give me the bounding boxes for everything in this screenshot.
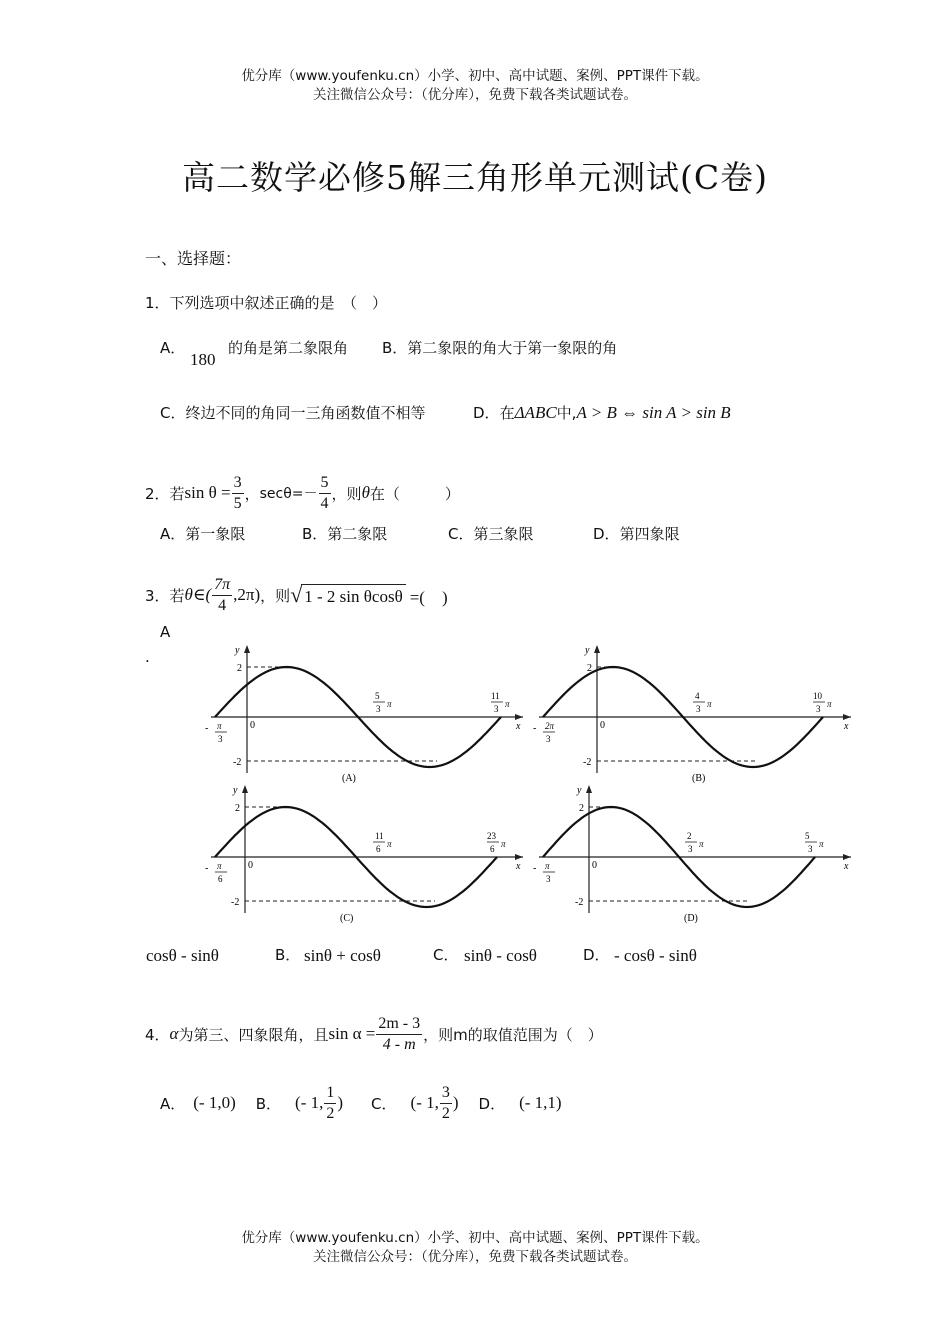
q4-c-label: C． <box>371 1094 397 1113</box>
q3-option-a-text: cosθ - sinθ <box>146 946 219 965</box>
graph-d-y-label: y <box>577 785 582 796</box>
graph-d-mid-pi: π <box>699 839 704 849</box>
q2-f2-den: 4 <box>320 494 329 512</box>
graph-a-top-label: 2 <box>237 663 242 674</box>
q2-fraction-2 <box>319 475 331 512</box>
graph-d-x-arrow-icon <box>843 854 851 860</box>
page-title: 高二数学必修5解三角形单元测试(C卷) <box>182 158 768 197</box>
graph-a-zero-label: 0 <box>250 720 255 731</box>
q2-option-b <box>302 523 387 544</box>
q2-theta: θ <box>361 483 370 502</box>
q4-alpha: α <box>169 1024 179 1043</box>
q3-f-den: 4 <box>218 596 227 614</box>
graph-a-y-arrow-icon <box>244 645 250 653</box>
graph-a-x-label: x <box>516 721 521 732</box>
graph-d-top-label: 2 <box>579 803 584 814</box>
graph-d-right-pi: π <box>819 839 824 849</box>
graph-b-left-den: 3 <box>546 734 551 744</box>
q1-option-b <box>382 337 617 358</box>
q1-c-label: C． <box>160 404 186 422</box>
q4-fraction <box>376 1016 422 1053</box>
q3-d-label: D． <box>583 946 610 964</box>
graph-a-left-minus: - <box>205 723 209 734</box>
graph-d-left-minus: - <box>533 863 537 874</box>
graph-b-right-num: 10 <box>813 691 822 701</box>
q4-f-num: 2m - 3 <box>376 1016 422 1035</box>
q2-f1-num: 3 <box>232 475 244 494</box>
graph-a-right-pi: π <box>505 699 510 709</box>
graph-a-right-den: 3 <box>494 704 499 714</box>
q4-b-post: ) <box>337 1093 344 1112</box>
q3-a-dot: . <box>145 648 150 666</box>
graph-c-right-den: 6 <box>490 844 495 854</box>
q2-sep: ， <box>244 484 260 503</box>
q4-sin: sin α = <box>328 1024 376 1043</box>
q2-f2-num: 5 <box>319 475 331 494</box>
q1-option-a <box>160 337 185 358</box>
q1-d-triangle: ΔABC <box>514 403 557 422</box>
graph-c-top-label: 2 <box>235 803 240 814</box>
graph-c-caption: (C) <box>340 913 354 924</box>
q2-d-text: 第四象限 <box>619 525 680 543</box>
q1-c-text: 终边不同的角同一三角函数值不相等 <box>185 404 426 422</box>
q3-a-label: A <box>160 623 171 641</box>
q3-b-label: B． <box>275 946 301 964</box>
graph-d-mid-den: 3 <box>688 844 693 854</box>
q3-then: ，则 <box>260 586 291 605</box>
graph-b-left-num: 2π <box>545 721 555 731</box>
q4-b-den: 2 <box>326 1104 335 1122</box>
graph-a-x-arrow-icon <box>515 714 523 720</box>
q2-then: ，则 <box>331 484 362 503</box>
sine-graphs-figure <box>205 633 865 933</box>
graph-a-mid-den: 3 <box>376 704 381 714</box>
graph-b-caption: (B) <box>692 773 706 784</box>
q4-b-fraction <box>324 1085 336 1122</box>
q2-option-a <box>160 523 245 544</box>
graph-a-y-label: y <box>235 645 240 656</box>
graph-d-right-den: 3 <box>808 844 813 854</box>
graph-d-y-arrow-icon <box>586 785 592 793</box>
graph-d-left-num: π <box>545 861 550 871</box>
graph-c-mid-den: 6 <box>376 844 381 854</box>
q2-option-c <box>448 523 534 544</box>
graph-b-x-arrow-icon <box>843 714 851 720</box>
graph-b-zero-label: 0 <box>600 720 605 731</box>
q3-f-num: 7π <box>212 577 232 596</box>
q1-a-label: A． <box>160 339 186 357</box>
header-line-2: 关注微信公众号：（优分库），免费下载各类试题试卷。 <box>313 87 637 103</box>
q3-interval-end: ,2π) <box>233 585 261 604</box>
footer-line-1: 优分库（www.youfenku.cn）小学、初中、高中试题、案例、PPT课件下载。 <box>241 1230 709 1246</box>
graph-d-bottom-label: -2 <box>575 897 584 908</box>
graph-c-y-arrow-icon <box>242 785 248 793</box>
q1-d-text2: 中, <box>556 404 577 422</box>
q2-c-text: 第三象限 <box>473 525 534 543</box>
q4-options <box>160 1080 562 1126</box>
q4-d-label: D． <box>478 1094 506 1113</box>
graph-c-x-arrow-icon <box>515 854 523 860</box>
graph-a-left-den: 3 <box>218 734 223 744</box>
q3-option-b-text: sinθ + cosθ <box>304 946 381 965</box>
graph-b-right-den: 3 <box>816 704 821 714</box>
graph-c-right-num: 23 <box>487 831 496 841</box>
graph-a-caption: (A) <box>342 773 356 784</box>
q4-c-fraction <box>440 1085 452 1122</box>
q3-fraction <box>212 577 232 614</box>
q1-d-text1: 在 <box>499 404 515 422</box>
graph-b-right-pi: π <box>827 699 832 709</box>
q2-b-text: 第二象限 <box>327 525 388 543</box>
q2-stem <box>145 470 460 516</box>
graph-b-y-label: y <box>585 645 590 656</box>
graph-d-left-den: 3 <box>546 874 551 884</box>
q4-stem2: ，则m的取值范围为（ ） <box>423 1025 603 1044</box>
q4-b-num: 1 <box>324 1085 336 1104</box>
q2-in: 在（ ） <box>369 484 460 503</box>
q2-fraction-1 <box>232 475 244 512</box>
q3-prefix: 3．若 <box>145 586 185 605</box>
q4-d-value: (- 1,1) <box>519 1093 562 1112</box>
graph-c-left-minus: - <box>205 863 209 874</box>
graph-b-top-label: 2 <box>587 663 592 674</box>
graph-a-bottom-label: -2 <box>233 757 242 768</box>
header-line-1: 优分库（www.youfenku.cn）小学、初中、高中试题、案例、PPT课件下载。 <box>241 68 709 84</box>
q4-stem1: 为第三、四象限角，且 <box>178 1025 329 1044</box>
q4-c-den: 2 <box>441 1104 450 1122</box>
q1-a-number: 180 <box>190 350 216 369</box>
q4-a-value: (- 1,0) <box>193 1093 236 1112</box>
q2-sec: secθ=－ <box>259 486 318 502</box>
graph-d-caption: (D) <box>684 913 698 924</box>
graph-a-left-num: π <box>217 721 222 731</box>
q4-b-pre: (- 1, <box>295 1093 324 1112</box>
q2-d-label: D． <box>593 525 620 543</box>
graph-d-mid-num: 2 <box>687 831 692 841</box>
graph-d-right-num: 5 <box>805 831 810 841</box>
q3-radicand: 1 - 2 sin θcosθ <box>301 584 405 607</box>
q1-stem: 1．下列选项中叙述正确的是 （ ） <box>145 294 388 312</box>
q4-c-post: ) <box>452 1093 459 1112</box>
q1-a-text: 的角是第二象限角 <box>228 339 349 357</box>
q1-option-c <box>160 402 426 423</box>
graph-a-mid-num: 5 <box>375 691 380 701</box>
q2-option-d <box>593 523 680 544</box>
graph-c-bottom-label: -2 <box>231 897 240 908</box>
graph-c-left-den: 6 <box>218 874 223 884</box>
q3-eq: =( ) <box>409 587 448 607</box>
section-heading: 一、选择题： <box>145 249 242 268</box>
graph-b-mid-pi: π <box>707 699 712 709</box>
q2-f1-den: 5 <box>233 494 242 512</box>
q2-sin: sin θ = <box>184 483 231 502</box>
q4-c-pre: (- 1, <box>410 1093 439 1112</box>
graph-c-left-num: π <box>217 861 222 871</box>
q1-b-label: B． <box>382 339 408 357</box>
graph-b-mid-den: 3 <box>696 704 701 714</box>
q4-a-label: A． <box>160 1094 186 1113</box>
q4-b-label: B． <box>255 1094 282 1113</box>
graph-a-right-num: 11 <box>491 691 500 701</box>
graph-c-right-pi: π <box>501 839 506 849</box>
graph-c-mid-pi: π <box>387 839 392 849</box>
graph-a-mid-pi: π <box>387 699 392 709</box>
q1-option-d <box>473 402 731 423</box>
q2-a-label: A． <box>160 525 186 543</box>
graph-d-x-label: x <box>844 861 849 872</box>
q4-f-den: 4 - m <box>382 1035 416 1053</box>
q2-prefix: 2．若 <box>145 484 185 503</box>
q1-b-text: 第二象限的角大于第一象限的角 <box>407 339 618 357</box>
graph-d-zero-label: 0 <box>592 860 597 871</box>
q2-b-label: B． <box>302 525 328 543</box>
graph-b-y-arrow-icon <box>594 645 600 653</box>
graph-b-x-label: x <box>844 721 849 732</box>
graph-c-x-label: x <box>516 861 521 872</box>
q4-prefix: 4． <box>145 1025 170 1044</box>
q3-option-c-text: sinθ - cosθ <box>464 946 537 965</box>
graph-c-mid-num: 11 <box>375 831 384 841</box>
q4-c-num: 3 <box>440 1085 452 1104</box>
q2-a-text: 第一象限 <box>185 525 246 543</box>
q3-option-d-text: - cosθ - sinθ <box>614 946 697 965</box>
graph-c-y-label: y <box>233 785 238 796</box>
graph-b-bottom-label: -2 <box>583 757 592 768</box>
graph-b-left-minus: - <box>533 723 537 734</box>
q1-d-label: D． <box>473 404 500 422</box>
graph-b-mid-num: 4 <box>695 691 700 701</box>
radical-icon: √ <box>290 582 303 607</box>
q3-theta-in: θ∈( <box>184 585 212 604</box>
q2-c-label: C． <box>448 525 474 543</box>
footer-line-2: 关注微信公众号：（优分库），免费下载各类试题试卷。 <box>313 1249 637 1265</box>
q1-d-math: A > B ⇔ sin A > sin B <box>576 403 731 422</box>
q3-c-label: C． <box>433 946 459 964</box>
q4-stem <box>145 1010 603 1058</box>
q3-stem <box>145 571 448 619</box>
graph-c-zero-label: 0 <box>248 860 253 871</box>
